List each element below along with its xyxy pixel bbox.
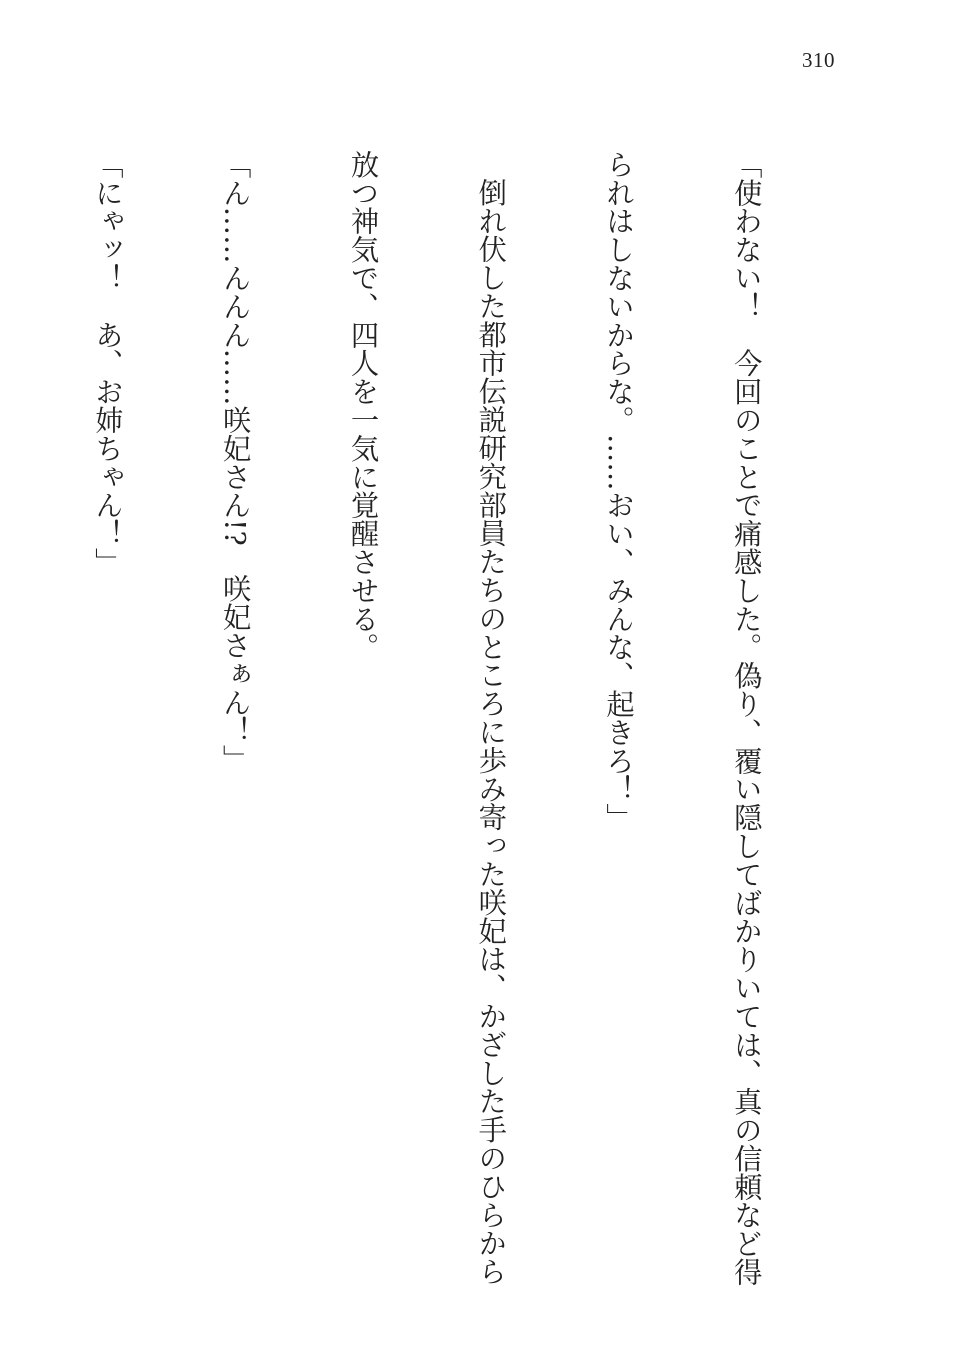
text-line-5: 「ん……んんん……咲妃さん!? 咲妃さぁん！」 (218, 150, 252, 774)
text-line-4: 放つ神気で、四人を一気に覚醒させる。 (346, 150, 380, 662)
text-line-2: られはしないからな。……おい、みんな、起きろ！」 (602, 150, 636, 832)
text-line-6: 「にゃッ！ あ、お姉ちゃん！」 (90, 150, 124, 576)
body-text (0, 150, 852, 1286)
page-number: 310 (802, 48, 835, 72)
text-line-3: 倒れ伏した都市伝説研究部員たちのところに歩み寄った咲妃は、かざした手のひらから (474, 178, 508, 1286)
text-line-1: 「使わない！ 今回のことで痛感した。偽り、覆い隠してばかりいては、真の信頼など得 (729, 150, 763, 1286)
